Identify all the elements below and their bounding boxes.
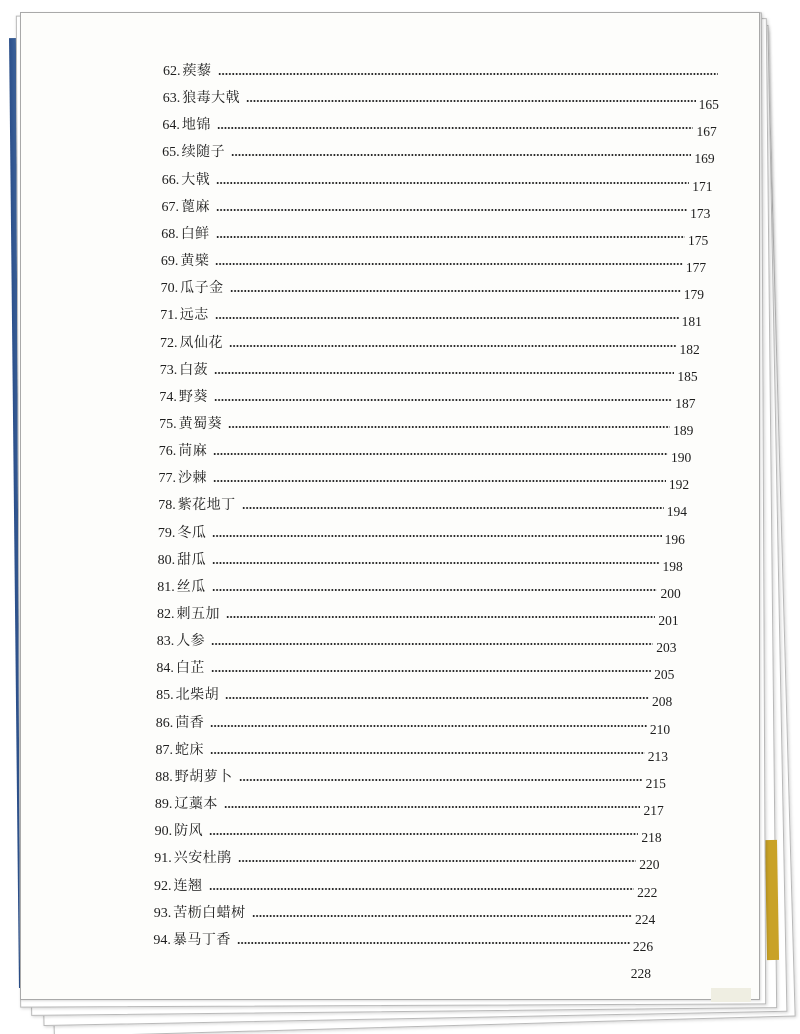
toc-entry-page-number: 198 <box>662 558 683 574</box>
toc-leader-dots <box>211 669 651 673</box>
toc-leader-dots <box>210 751 645 755</box>
toc-entry <box>155 737 668 764</box>
toc-entry-number: 87. <box>155 742 173 758</box>
toc-entry <box>160 330 700 357</box>
toc-entry-page-number: 208 <box>651 694 673 710</box>
toc-entry-page-number: 169 <box>694 151 715 167</box>
toc-entry-page-number: 228 <box>630 965 651 981</box>
toc-page <box>20 12 760 1000</box>
toc-entry <box>160 275 705 303</box>
toc-leader-dots <box>225 696 649 700</box>
toc-entry-number: 78. <box>158 498 176 514</box>
scan-mark <box>711 988 751 1002</box>
toc-entry-title: 瓜子金 <box>180 280 224 297</box>
toc-leader-dots <box>213 452 668 456</box>
toc-entry-title: 刺五加 <box>176 606 220 622</box>
toc-leader-dots <box>231 153 691 157</box>
toc-entry-number: 76. <box>158 444 177 460</box>
toc-entry <box>154 818 662 846</box>
toc-entry-page-number: 187 <box>675 395 696 411</box>
toc-entry-number: 94. <box>153 932 171 948</box>
toc-leader-dots <box>228 425 670 429</box>
toc-entry <box>158 465 690 493</box>
toc-entry <box>161 194 711 221</box>
toc-entry-title: 苘麻 <box>178 443 208 460</box>
toc-entry-page-number: 218 <box>641 830 662 846</box>
toc-leader-dots <box>242 506 664 510</box>
toc-entry-title: 续随子 <box>181 144 226 161</box>
toc-entry-number: 63. <box>162 91 181 107</box>
toc-entry-page-number: 182 <box>679 341 700 357</box>
toc-entry <box>158 492 688 520</box>
toc-entry-title: 远志 <box>179 307 209 324</box>
toc-entry-title: 防风 <box>174 823 204 840</box>
toc-entry-page-number: 203 <box>656 640 677 656</box>
toc-leader-dots <box>215 262 683 266</box>
toc-entry-title: 茴香 <box>175 714 205 731</box>
toc-entry-page-number: 173 <box>690 205 711 221</box>
toc-entry-number: 86. <box>155 715 174 731</box>
toc-entry <box>160 248 707 276</box>
toc-entry <box>161 167 713 194</box>
toc-entry <box>155 764 666 791</box>
toc-entry-number: 85. <box>156 688 174 704</box>
toc-entry-page-number: 226 <box>632 938 654 954</box>
book-cover-corner <box>765 840 779 960</box>
toc-leader-dots <box>216 208 687 212</box>
toc-entry-number: 79. <box>157 525 176 541</box>
toc-entry-page-number: 185 <box>677 368 698 384</box>
toc-entry-page-number: 189 <box>673 422 694 438</box>
toc-entry <box>154 873 658 900</box>
toc-entry-title: 地锦 <box>181 117 211 134</box>
toc-entry-number: 91. <box>154 851 172 867</box>
toc-entry-page-number: 165 <box>698 97 719 113</box>
toc-leader-dots <box>216 235 685 239</box>
toc-entry <box>158 438 692 466</box>
toc-entry <box>153 927 654 954</box>
toc-entry-number: 64. <box>162 118 180 134</box>
toc-entry-title: 凤仙花 <box>179 334 223 351</box>
toc-entry-page-number: 201 <box>658 613 679 628</box>
toc-entry-page-number: 175 <box>688 232 709 248</box>
toc-entry-number: 69. <box>160 254 179 270</box>
toc-entry-number: 65. <box>162 145 180 161</box>
toc-entry <box>153 954 651 981</box>
toc-entry-title: 连翘 <box>173 877 203 894</box>
toc-entry-title: 白蔹 <box>179 361 209 378</box>
toc-entry-title: 甜瓜 <box>177 551 207 568</box>
toc-entry-page-number: 192 <box>668 477 690 493</box>
toc-entry-number: 70. <box>160 281 179 297</box>
toc-entry-number: 67. <box>161 199 179 215</box>
toc-leader-dots <box>226 615 655 619</box>
toc-leader-dots <box>246 99 695 103</box>
toc-entry-page-number: 205 <box>654 667 675 683</box>
toc-entry-number: 89. <box>154 797 173 813</box>
toc-entry <box>157 520 685 547</box>
toc-entry-page-number: 171 <box>692 178 713 194</box>
toc-entry-title: 辽藁本 <box>174 796 218 813</box>
toc-entry-title: 野胡萝卜 <box>174 768 233 785</box>
toc-leader-dots <box>209 887 635 891</box>
toc-entry-number: 81. <box>157 579 175 595</box>
toc-leader-dots <box>209 832 638 836</box>
toc-entry-title: 北柴胡 <box>175 687 220 704</box>
toc-entry-number: 88. <box>155 769 173 785</box>
toc-entry-number: 84. <box>156 661 174 677</box>
toc-leader-dots <box>229 344 677 348</box>
toc-entry <box>154 845 660 873</box>
toc-entry-page-number: 177 <box>685 260 707 276</box>
toc-entry-page-number: 213 <box>647 748 668 764</box>
toc-entry <box>163 58 721 80</box>
toc-leader-dots <box>238 859 636 863</box>
toc-entry-number: 72. <box>160 335 178 351</box>
toc-leader-dots <box>214 398 672 402</box>
toc-entry-number: 77. <box>158 471 176 487</box>
toc-entry-title: 黄蜀葵 <box>178 415 223 432</box>
toc-entry-number: 93. <box>153 905 172 921</box>
toc-leader-dots <box>224 805 641 809</box>
toc-entry-title: 蓖麻 <box>181 198 210 215</box>
toc-entry-page-number: 200 <box>660 585 681 601</box>
toc-entry <box>157 574 681 601</box>
toc-entry <box>156 628 677 656</box>
toc-leader-dots <box>210 724 647 728</box>
toc-leader-dots <box>214 371 674 375</box>
toc-entry-title: 黄檗 <box>180 253 210 270</box>
toc-entry-page-number: 220 <box>639 857 660 873</box>
toc-entry <box>157 547 683 574</box>
toc-entry-title: 野葵 <box>178 388 208 405</box>
toc-entry-title: 沙棘 <box>178 470 207 487</box>
toc-entry-title: 人参 <box>176 633 206 650</box>
toc-entry <box>162 85 719 113</box>
toc-entry-number: 71. <box>160 308 178 324</box>
toc-entry-number: 74. <box>159 389 177 405</box>
toc-entry <box>160 302 702 330</box>
toc-entry-number: 73. <box>159 362 178 378</box>
toc-entry-page-number: 181 <box>681 314 702 330</box>
toc-entry-page-number: 222 <box>637 884 658 900</box>
toc-entry-page-number: 210 <box>649 721 671 737</box>
toc-leader-dots <box>237 941 630 945</box>
toc-entry-title: 大戟 <box>181 171 211 188</box>
toc-entry-title: 冬瓜 <box>177 524 207 541</box>
toc-entry-title: 兴安杜鹃 <box>173 850 232 867</box>
toc-entry-title: 蛇床 <box>175 741 204 758</box>
toc-entry <box>162 112 717 140</box>
table-of-contents <box>21 13 759 999</box>
toc-entry <box>159 357 698 384</box>
toc-entry <box>154 791 664 819</box>
toc-leader-dots <box>230 289 681 293</box>
toc-entry-title: 暴马丁香 <box>172 931 231 948</box>
toc-leader-dots <box>216 181 689 185</box>
toc-entry-number: 80. <box>157 552 176 568</box>
toc-entry-page-number: 196 <box>664 531 685 547</box>
toc-leader-dots <box>213 479 666 483</box>
toc-entry-number: 90. <box>154 824 173 840</box>
toc-leader-dots <box>212 561 659 565</box>
toc-entry-title: 狼毒大戟 <box>182 90 241 107</box>
toc-entry-title: 紫花地丁 <box>177 497 236 514</box>
toc-entry-page-number: 167 <box>696 124 717 140</box>
toc-leader-dots <box>211 642 653 646</box>
toc-entry-title: 白鲜 <box>180 225 210 242</box>
toc-leader-dots <box>215 316 679 320</box>
toc-entry-title: 苦枥白蜡树 <box>173 904 246 921</box>
toc-entry <box>161 221 709 248</box>
toc-leader-dots <box>212 534 661 538</box>
toc-entry-title: 丝瓜 <box>176 578 206 595</box>
toc-entry-number: 75. <box>159 416 177 432</box>
toc-entry-page-number: 179 <box>683 287 705 303</box>
toc-entry-page-number: 215 <box>645 775 666 791</box>
toc-leader-dots <box>252 914 632 918</box>
toc-entry-page-number: 190 <box>671 450 692 466</box>
toc-entry-page-number: 217 <box>643 803 664 819</box>
toc-entry <box>162 139 715 167</box>
toc-leader-dots <box>217 126 694 130</box>
toc-entry <box>156 682 673 710</box>
toc-entry-number: 68. <box>161 226 179 242</box>
toc-entry-number: 62. <box>163 64 181 79</box>
toc-entry-title: 蒺藜 <box>182 63 212 79</box>
toc-entry-title: 白芷 <box>175 660 205 677</box>
toc-entry <box>153 900 656 927</box>
toc-entry-number: 83. <box>156 634 175 650</box>
toc-entry <box>157 601 679 628</box>
toc-entry-number: 92. <box>154 878 172 894</box>
toc-entry-page-number: 224 <box>634 911 656 927</box>
toc-leader-dots <box>218 72 719 76</box>
toc-leader-dots <box>239 778 643 782</box>
toc-entry <box>159 384 696 411</box>
toc-entry <box>159 411 694 438</box>
toc-entry-page-number: 194 <box>666 504 688 520</box>
toc-entry <box>155 710 671 737</box>
toc-entry-number: 82. <box>157 607 175 622</box>
toc-entry <box>156 655 675 683</box>
toc-leader-dots <box>212 588 658 592</box>
toc-entry-number: 66. <box>161 172 180 188</box>
